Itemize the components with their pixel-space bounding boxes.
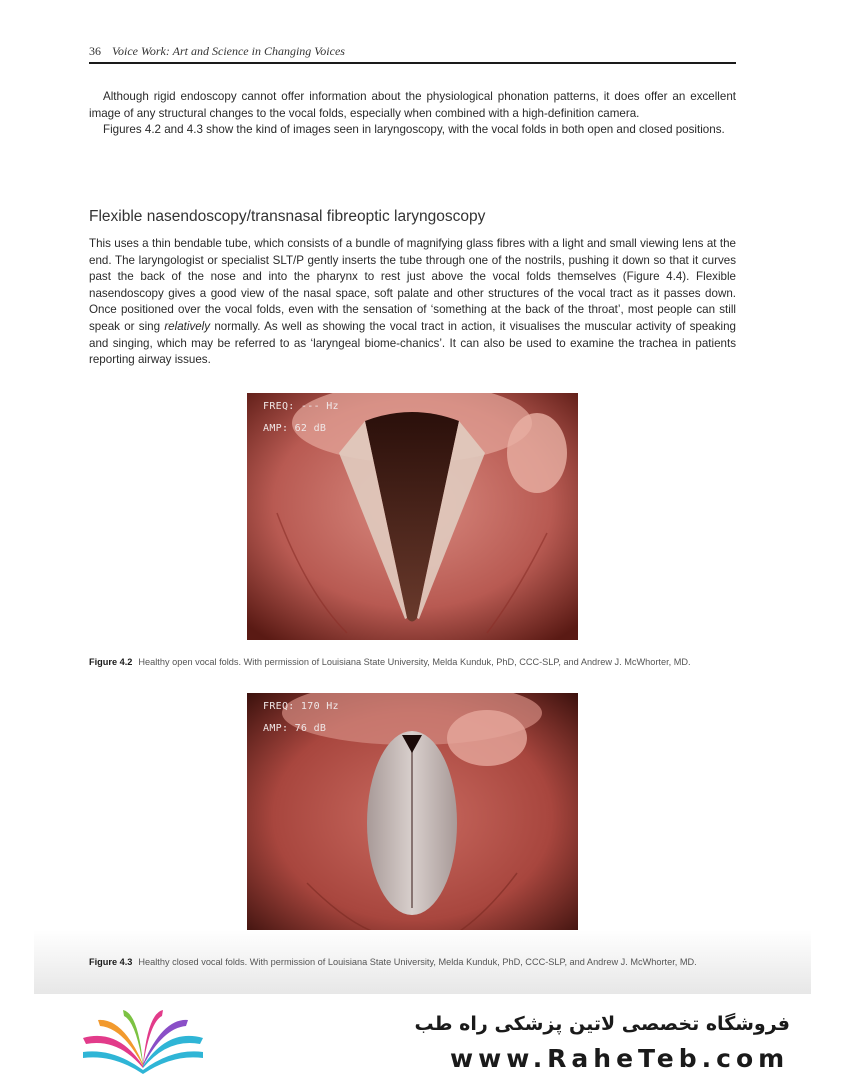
amplitude-readout: AMP: 62 dB [263, 423, 327, 434]
caption-text: Healthy closed vocal folds. With permission of Louisiana State University, Melda Kunduk, PhD, CCC-SLP, and Andrew J. McWhorter, MD. [138, 957, 697, 967]
section-body [89, 236, 736, 369]
intro-paragraph: Although rigid endoscopy cannot offer information about the physiological phonation patterns, it does offer an excellent image of any structural changes to the vocal folds, especially when combined with a high-definition camera. [89, 90, 736, 120]
intro-paragraph: Figures 4.2 and 4.3 show the kind of images seen in laryngoscopy, with the vocal folds in both open and closed positions. [103, 123, 725, 137]
paragraph-text: This uses a thin bendable tube, which consists of a bundle of magnifying glass fibres with a light and small viewing lens at the end. The laryngologist or specialist SLT/P gently inserts the tube through one of the nostrils, pushing it down so that it curves past the back of the nose and into the pharynx to rest just above the vocal folds themselves (Figure 4.4). Flexible nasendoscopy gives a good view of the nasal space, soft palate and other structures of the vocal tract as it passes down. Once positioned over the vocal folds, even with the sensation of ‘something at the back of the throat’, most people can still speak or sing [89, 237, 736, 333]
shop-name: فروشگاه تخصصی لاتین پزشکی راه طب [414, 1013, 790, 1035]
caption-text: Healthy open vocal folds. With permission of Louisiana State University, Melda Kunduk, PhD, CCC-SLP, and Andrew J. McWhorter, MD. [138, 657, 691, 667]
page-number: 36 [89, 44, 101, 58]
figure-label: Figure 4.2 [89, 657, 133, 667]
section-paragraph [89, 236, 736, 369]
figure-caption [89, 956, 729, 969]
section-heading: Flexible nasendoscopy/transnasal fibreoptic laryngoscopy [89, 208, 486, 225]
book-title: Voice Work: Art and Science in Changing Voices [112, 44, 345, 58]
book-logo-icon [78, 1008, 208, 1079]
frequency-readout: FREQ: --- Hz [263, 401, 339, 412]
frequency-readout: FREQ: 170 Hz [263, 701, 339, 712]
figure-label: Figure 4.3 [89, 957, 133, 967]
paragraph-emphasis: relatively [164, 319, 211, 333]
figure-closed-vocal-folds [247, 693, 578, 940]
figure-open-vocal-folds [247, 393, 578, 640]
figure-caption [89, 656, 729, 669]
amplitude-readout: AMP: 76 dB [263, 723, 327, 734]
paragraph-text: normally. As well as showing the vocal tract in action, it visualises the muscular activity of speaking and singing, which may be referred to as ‘laryngeal biome-chanics’. It can also be used to examine the trachea in patients reporting airway issues. [89, 319, 736, 367]
intro-text [89, 89, 736, 139]
running-header [89, 44, 736, 64]
shop-url[interactable]: www.RaheTeb.com [450, 1044, 790, 1073]
